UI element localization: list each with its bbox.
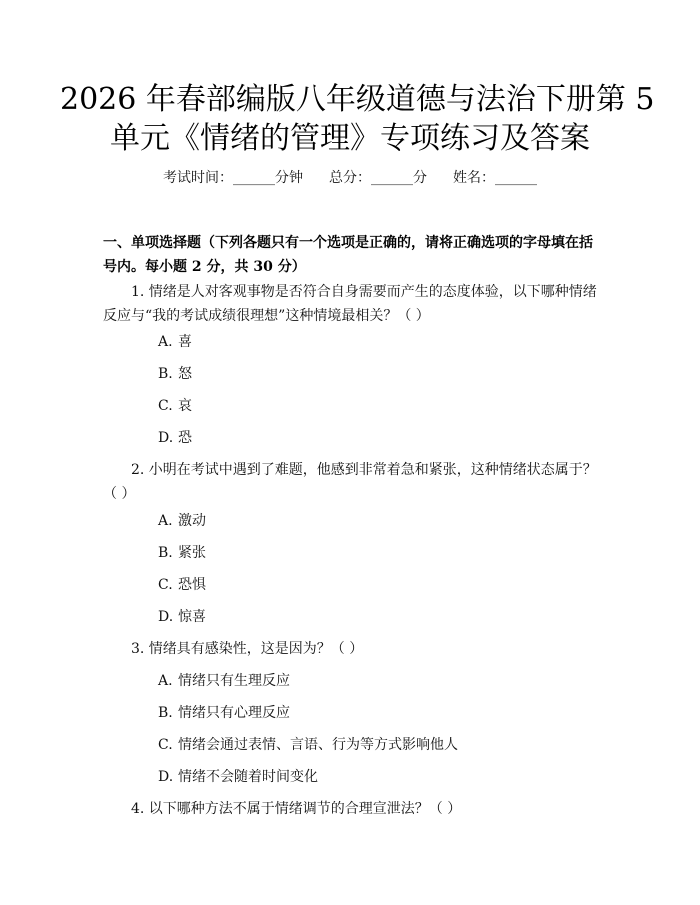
option-text: 情绪不会随着时间变化 (178, 769, 318, 785)
option-text: 惊喜 (178, 609, 206, 625)
option-item (158, 768, 318, 786)
option-text: 喜 (178, 334, 192, 350)
option-item (158, 512, 206, 530)
question-text: 3. 情绪具有感染性，这是因为？（ ） (131, 641, 364, 657)
student-name-field: 姓名：______ (453, 170, 537, 186)
option-letter: A. (158, 513, 173, 529)
option-text: 情绪会通过表情、言语、行为等方式影响他人 (178, 737, 458, 753)
option-letter: A. (158, 673, 173, 689)
option-item (158, 397, 192, 415)
option-item (158, 704, 290, 722)
exam-time-field: 考试时间：______分钟 (163, 170, 303, 186)
option-text: 情绪只有生理反应 (178, 673, 290, 689)
option-letter: C. (158, 577, 173, 593)
total-score-field: 总分：______分 (329, 170, 427, 186)
option-text: 哀 (178, 398, 192, 414)
question-text: 4. 以下哪种方法不属于情绪调节的合理宣泄法？（ ） (131, 801, 462, 817)
section-heading: 一、单项选择题（下列各题只有一个选项是正确的，请将正确选项的字母填在括号内。每小题 2 分，共 30 分） (103, 235, 593, 275)
option-item (158, 365, 192, 383)
option-letter: C. (158, 737, 173, 753)
option-letter: A. (158, 334, 173, 350)
option-item (158, 333, 192, 351)
option-letter: B. (158, 545, 173, 561)
option-letter: B. (158, 366, 173, 382)
option-item (158, 429, 192, 447)
option-text: 恐 (178, 430, 192, 446)
option-item (158, 576, 206, 594)
question-text: 2. 小明在考试中遇到了难题，他感到非常着急和紧张，这种情绪状态属于？（ ） (103, 462, 597, 502)
option-letter: D. (158, 430, 174, 446)
option-item (158, 736, 458, 754)
option-text: 情绪只有心理反应 (178, 705, 290, 721)
option-letter: D. (158, 609, 174, 625)
option-letter: B. (158, 705, 173, 721)
option-item (158, 672, 290, 690)
option-item (158, 544, 206, 562)
option-letter: D. (158, 769, 174, 785)
option-text: 激动 (178, 513, 206, 529)
exam-info-line (0, 169, 700, 187)
option-text: 怒 (178, 366, 192, 382)
option-item (158, 608, 206, 626)
document-title-line-1: 2026 年春部编版八年级道德与法治下册第 5 (60, 82, 655, 117)
option-letter: C. (158, 398, 173, 414)
question-text: 1. 情绪是人对客观事物是否符合自身需要而产生的态度体验，以下哪种情绪反应与“我的考试成绩很理想”这种情境最相关？（ ） (103, 284, 597, 324)
option-text: 恐惧 (178, 577, 206, 593)
option-text: 紧张 (178, 545, 206, 561)
document-title-line-2: 单元《情绪的管理》专项练习及答案 (110, 121, 590, 156)
